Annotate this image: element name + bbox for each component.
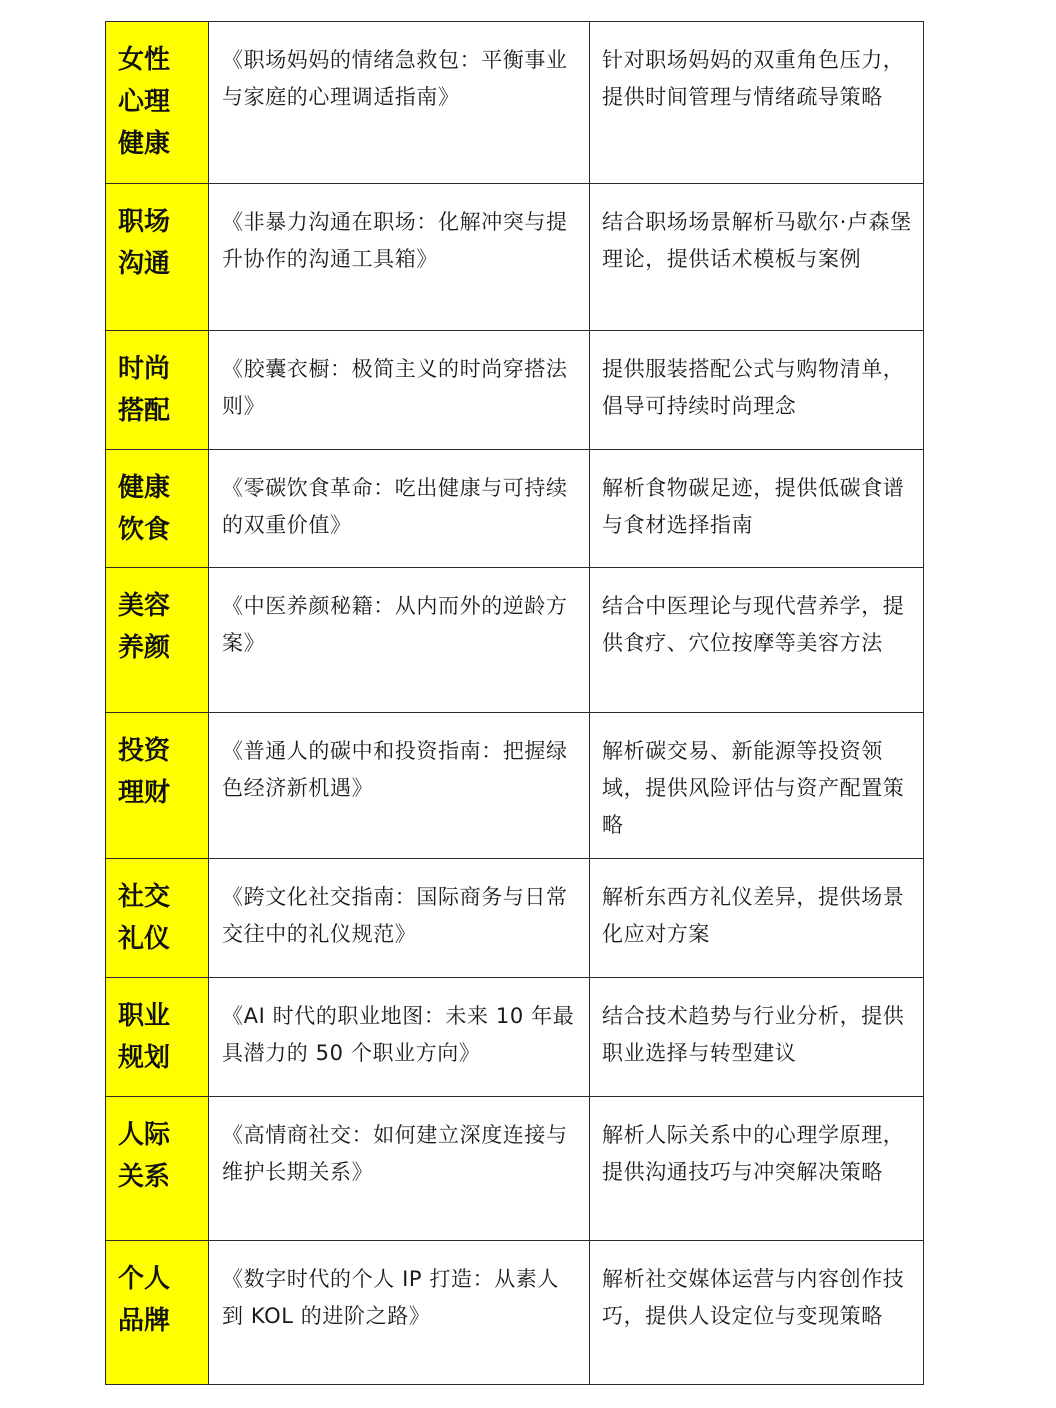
- book-title-cell: 《跨文化社交指南：国际商务与日常交往中的礼仪规范》: [209, 859, 590, 978]
- category-cell: [106, 1241, 209, 1385]
- table-row: [106, 1241, 924, 1385]
- description-cell: 结合技术趋势与行业分析，提供职业选择与转型建议: [590, 978, 924, 1097]
- category-label: 投资 理财: [118, 736, 171, 808]
- description-cell: 解析人际关系中的心理学原理，提供沟通技巧与冲突解决策略: [590, 1097, 924, 1241]
- category-label: 健康 饮食: [118, 473, 171, 545]
- category-label: 个人 品牌: [118, 1264, 171, 1336]
- book-title-cell: 《数字时代的个人 IP 打造：从素人到 KOL 的进阶之路》: [209, 1241, 590, 1385]
- book-title-cell: 《中医养颜秘籍：从内而外的逆龄方案》: [209, 568, 590, 713]
- table-row: [106, 184, 924, 331]
- table-row: [106, 859, 924, 978]
- description-cell: 结合中医理论与现代营养学，提供食疗、穴位按摩等美容方法: [590, 568, 924, 713]
- table-row: [106, 1097, 924, 1241]
- table-row: [106, 450, 924, 568]
- category-cell: [106, 859, 209, 978]
- book-title-cell: 《高情商社交：如何建立深度连接与维护长期关系》: [209, 1097, 590, 1241]
- description-cell: 解析食物碳足迹，提供低碳食谱与食材选择指南: [590, 450, 924, 568]
- description-cell: 针对职场妈妈的双重角色压力，提供时间管理与情绪疏导策略: [590, 22, 924, 184]
- book-title-cell: 《职场妈妈的情绪急救包：平衡事业与家庭的心理调适指南》: [209, 22, 590, 184]
- table-row: [106, 713, 924, 859]
- description-cell: 结合职场场景解析马歇尔·卢森堡理论，提供话术模板与案例: [590, 184, 924, 331]
- description-cell: 解析东西方礼仪差异，提供场景化应对方案: [590, 859, 924, 978]
- book-title-cell: 《AI 时代的职业地图：未来 10 年最具潜力的 50 个职业方向》: [209, 978, 590, 1097]
- table-row: [106, 22, 924, 184]
- description-cell: 解析社交媒体运营与内容创作技巧，提供人设定位与变现策略: [590, 1241, 924, 1385]
- book-title-cell: 《零碳饮食革命：吃出健康与可持续的双重价值》: [209, 450, 590, 568]
- category-cell: [106, 978, 209, 1097]
- book-title-cell: 《非暴力沟通在职场：化解冲突与提升协作的沟通工具箱》: [209, 184, 590, 331]
- category-label: 社交 礼仪: [118, 882, 171, 954]
- category-label: 职业 规划: [118, 1001, 171, 1073]
- book-recommendation-table: [105, 21, 924, 1385]
- table-row: [106, 331, 924, 450]
- category-label: 美容 养颜: [118, 591, 171, 663]
- book-title-cell: 《胶囊衣橱：极简主义的时尚穿搭法则》: [209, 331, 590, 450]
- category-cell: [106, 713, 209, 859]
- category-label: 时尚 搭配: [118, 354, 171, 426]
- book-title-cell: 《普通人的碳中和投资指南：把握绿色经济新机遇》: [209, 713, 590, 859]
- category-cell: [106, 1097, 209, 1241]
- category-cell: [106, 22, 209, 184]
- category-label: 职场 沟通: [118, 207, 171, 279]
- table-row: [106, 568, 924, 713]
- category-cell: [106, 184, 209, 331]
- category-label: 女性 心理 健康: [118, 45, 171, 159]
- category-cell: [106, 331, 209, 450]
- table-row: [106, 978, 924, 1097]
- description-cell: 解析碳交易、新能源等投资领域，提供风险评估与资产配置策略: [590, 713, 924, 859]
- category-cell: [106, 450, 209, 568]
- category-label: 人际 关系: [118, 1120, 171, 1192]
- description-cell: 提供服装搭配公式与购物清单，倡导可持续时尚理念: [590, 331, 924, 450]
- category-cell: [106, 568, 209, 713]
